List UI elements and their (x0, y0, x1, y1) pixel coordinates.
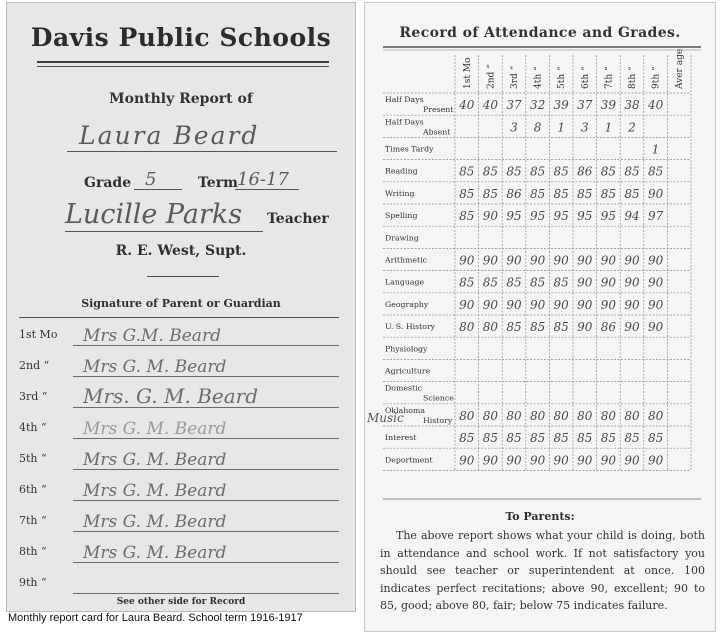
grade-value: 90 (600, 253, 617, 268)
month-label: 6th “ (19, 483, 47, 496)
row-label: U. S. History (385, 322, 436, 332)
row-label: Drawing (385, 233, 419, 243)
grade-value: 90 (529, 297, 546, 312)
grade-value: 3 (580, 120, 589, 135)
grade-value: 85 (506, 164, 522, 179)
grade-value: 85 (459, 186, 475, 201)
signature-heading-rule (19, 317, 339, 318)
grade-value: 85 (506, 275, 522, 290)
report-title: Monthly Report of (109, 91, 253, 107)
parent-signature: Mrs G. M. Beard (83, 512, 227, 532)
grade-value: 90 (506, 297, 522, 312)
grade-value: 80 (577, 408, 593, 423)
grade-value: 85 (647, 164, 664, 179)
grade-value: 90 (529, 453, 546, 468)
column-header: Aver age (675, 48, 686, 89)
grade-value: 90 (600, 275, 617, 290)
grade-value: 90 (553, 253, 569, 268)
grade-value: 90 (647, 275, 664, 290)
signature-row (19, 381, 339, 411)
grade-value: 85 (553, 431, 569, 446)
student-name-line (67, 151, 337, 152)
row-label: Present (423, 105, 454, 115)
grade-value: 95 (577, 209, 593, 224)
signature-row (19, 474, 339, 504)
grade-value: 90 (529, 253, 546, 268)
grade-value: 90 (647, 186, 664, 201)
grade-value: 90 (577, 297, 593, 312)
grade-value: 85 (529, 320, 546, 335)
row-label: Half Days (385, 95, 424, 105)
grade-value: 90 (506, 453, 522, 468)
column-header: 2nd “ (486, 64, 497, 89)
grade-value: 2 (628, 120, 636, 135)
row-label: Domestic (385, 383, 422, 393)
grade-value: 80 (459, 320, 475, 335)
grade-value: 37 (577, 98, 593, 113)
grade-value: 90 (624, 253, 640, 268)
grade-value: 85 (459, 209, 475, 224)
grade-value: 90 (577, 275, 593, 290)
grade-value: 80 (482, 320, 499, 335)
grade-value: 85 (529, 186, 546, 201)
column-header: 8th “ (628, 66, 638, 89)
grade-value: 85 (553, 186, 569, 201)
row-label: Agriculture (385, 366, 431, 376)
grade-label: Grade (84, 175, 132, 191)
grade-value: 3 (510, 120, 518, 135)
grade-value: 90 (459, 453, 475, 468)
column-header: 6th “ (580, 66, 591, 89)
grade-value: 95 (506, 209, 522, 224)
grade-value: 40 (459, 98, 475, 113)
term-value: 16-17 (237, 169, 289, 190)
superintendent: R. E. West, Supt. (115, 243, 247, 259)
grade-value: 90 (647, 253, 664, 268)
month-label: 9th “ (19, 576, 47, 589)
grade-value: 80 (647, 408, 664, 423)
grade-value: 86 (577, 164, 593, 179)
signature-heading: Signature of Parent or Guardian (81, 297, 281, 310)
month-label: 4th “ (19, 421, 47, 434)
to-parents-text: The above report shows what your child is doing, both in attendance and school work. If not satisfactory you should see teacher or superintendent at once. 100 indicates perfect recitations; above 90, excellent; 90 to 85, good; above 80, fair; below 75 indicates failure. (380, 529, 705, 612)
grade-value: 85 (624, 164, 640, 179)
parent-signature: Mrs G.M. Beard (83, 326, 221, 346)
to-parents-title: To Parents: (505, 510, 575, 523)
grade-value: 85 (647, 431, 664, 446)
student-name: Laura Beard (79, 121, 260, 150)
grade-value: 86 (506, 186, 522, 201)
grade-value: 90 (647, 320, 664, 335)
grade-value: 90 (624, 275, 640, 290)
title-rule-thin (37, 66, 329, 67)
signature-row (19, 412, 339, 442)
signature-row (19, 350, 339, 380)
grade-value: 90 (577, 320, 593, 335)
grade-value: 85 (459, 164, 475, 179)
grade-value: 80 (506, 408, 522, 423)
row-label: Times Tardy (385, 144, 434, 154)
row-label: Language (385, 277, 425, 287)
grade-value: 90 (506, 253, 522, 268)
row-label: Physiology (385, 344, 428, 354)
grade-value: 90 (647, 297, 664, 312)
grade-value: 94 (624, 209, 640, 224)
teacher-label: Teacher (267, 211, 329, 227)
grade-value: 90 (459, 297, 475, 312)
row-label: Half Days (385, 117, 424, 127)
grade-value: 90 (624, 453, 640, 468)
grade-value: 85 (529, 431, 546, 446)
row-label: Writing (385, 188, 415, 198)
month-label: 8th “ (19, 545, 47, 558)
record-title: Record of Attendance and Grades. (399, 25, 681, 41)
month-label: 2nd “ (19, 359, 50, 372)
grade-value: 85 (624, 431, 640, 446)
term-label: Term (198, 175, 238, 191)
grade-grid (365, 3, 717, 503)
grade-value: 80 (482, 408, 499, 423)
grade-value: 85 (482, 164, 499, 179)
parent-signature: Mrs G. M. Beard (83, 450, 227, 470)
month-label: 5th “ (19, 452, 47, 465)
grade-value: 85 (506, 431, 522, 446)
grade-value: 80 (529, 408, 546, 423)
parent-signature: Mrs G. M. Beard (83, 543, 227, 563)
row-label: History (423, 415, 453, 425)
grade-value: 95 (529, 209, 546, 224)
grade-value: 90 (577, 453, 593, 468)
grade-value: 90 (482, 253, 499, 268)
grade-value: 90 (482, 209, 499, 224)
grade-value: 85 (553, 275, 569, 290)
grade-value: 85 (600, 431, 617, 446)
grade-value: 85 (553, 164, 569, 179)
grade-value: 97 (647, 209, 664, 224)
row-label: Arithmetic (385, 255, 428, 265)
grade-value: 85 (600, 186, 617, 201)
signature-row (19, 319, 339, 349)
parent-signature: Mrs. G. M. Beard (83, 384, 259, 408)
row-label: Spelling (385, 211, 418, 221)
grade-value: 86 (600, 320, 617, 335)
row-label: Oklahoma (385, 405, 426, 415)
grade-value: 1 (651, 142, 660, 157)
column-header: 1st Mo (462, 57, 473, 89)
grade-value: 90 (624, 297, 640, 312)
column-header: 3rd “ (510, 65, 520, 89)
grade-value: 80 (624, 408, 640, 423)
report-card-front (6, 2, 356, 612)
month-label: 7th “ (19, 514, 47, 527)
grade-value: 80 (459, 408, 475, 423)
parent-signature: Mrs G. M. Beard (83, 481, 227, 501)
grade-value: 90 (647, 453, 664, 468)
grade-value: 32 (529, 98, 546, 113)
grade-value: 1 (557, 120, 566, 135)
grade-value: 90 (553, 297, 569, 312)
report-card-back (364, 2, 716, 632)
grade-value: 90 (600, 453, 617, 468)
grade-value: 90 (459, 253, 475, 268)
footer-note: See other side for Record (116, 597, 246, 607)
grade-value: 39 (553, 98, 569, 113)
teacher-name: Lucille Parks (65, 199, 243, 230)
grade-value: 85 (600, 164, 617, 179)
grade-value: 90 (624, 320, 640, 335)
grade-value: 85 (529, 275, 546, 290)
grade-value: 8 (533, 120, 542, 135)
grade-value: 85 (553, 320, 569, 335)
row-label: Deportment (385, 455, 433, 465)
grade-value: 85 (482, 431, 499, 446)
parent-signature: Mrs G. M. Beard (83, 357, 227, 377)
column-header: 5th “ (557, 66, 568, 89)
grade-value: 90 (600, 297, 617, 312)
column-header: 4th “ (533, 66, 544, 89)
row-label: Geography (385, 299, 429, 309)
grade-value: 85 (482, 186, 499, 201)
grade-value: 85 (577, 431, 593, 446)
grade-value: 85 (529, 164, 546, 179)
handwritten-music-note: Music (367, 410, 404, 425)
grade-value: 90 (553, 453, 569, 468)
grade-value: 85 (459, 431, 475, 446)
column-header: 9th “ (651, 66, 662, 89)
grade-value: 1 (604, 120, 613, 135)
term-line (235, 189, 299, 190)
title-rule (37, 61, 329, 63)
grade-value: 95 (553, 209, 569, 224)
grade-value: 95 (600, 209, 617, 224)
grade-value: 40 (647, 98, 664, 113)
grade-value: 85 (577, 186, 593, 201)
grade-value: 90 (482, 297, 499, 312)
row-label: Science (423, 393, 454, 403)
grade-value: 80 (600, 408, 617, 423)
grade-value: 85 (624, 186, 640, 201)
grade-value: 5 (145, 169, 157, 190)
grade-value: 38 (624, 98, 640, 113)
school-name: Davis Public Schools (30, 23, 332, 52)
grade-value: 40 (482, 98, 499, 113)
signature-row (19, 443, 339, 473)
divider (147, 276, 219, 277)
grade-line (134, 189, 182, 190)
signature-line (73, 593, 339, 594)
grade-value: 90 (482, 453, 499, 468)
grade-value: 37 (506, 98, 522, 113)
grade-value: 85 (482, 275, 499, 290)
grade-value: 80 (553, 408, 569, 423)
signature-row (19, 567, 339, 597)
grade-value: 90 (577, 253, 593, 268)
grade-value: 85 (459, 275, 475, 290)
month-label: 1st Mo (19, 328, 58, 341)
month-label: 3rd “ (19, 390, 48, 403)
grade-value: 39 (600, 98, 617, 113)
row-label: Interest (385, 433, 417, 443)
signature-row (19, 505, 339, 535)
column-header: 7th “ (604, 66, 615, 89)
image-caption: Monthly report card for Laura Beard. School term 1916-1917 (8, 612, 303, 624)
signature-row (19, 536, 339, 566)
grade-value: 85 (506, 320, 522, 335)
teacher-line (65, 231, 263, 232)
parent-signature: Mrs G. M. Beard (83, 419, 227, 439)
row-label: Reading (385, 166, 418, 176)
row-label: Absent (423, 127, 451, 137)
